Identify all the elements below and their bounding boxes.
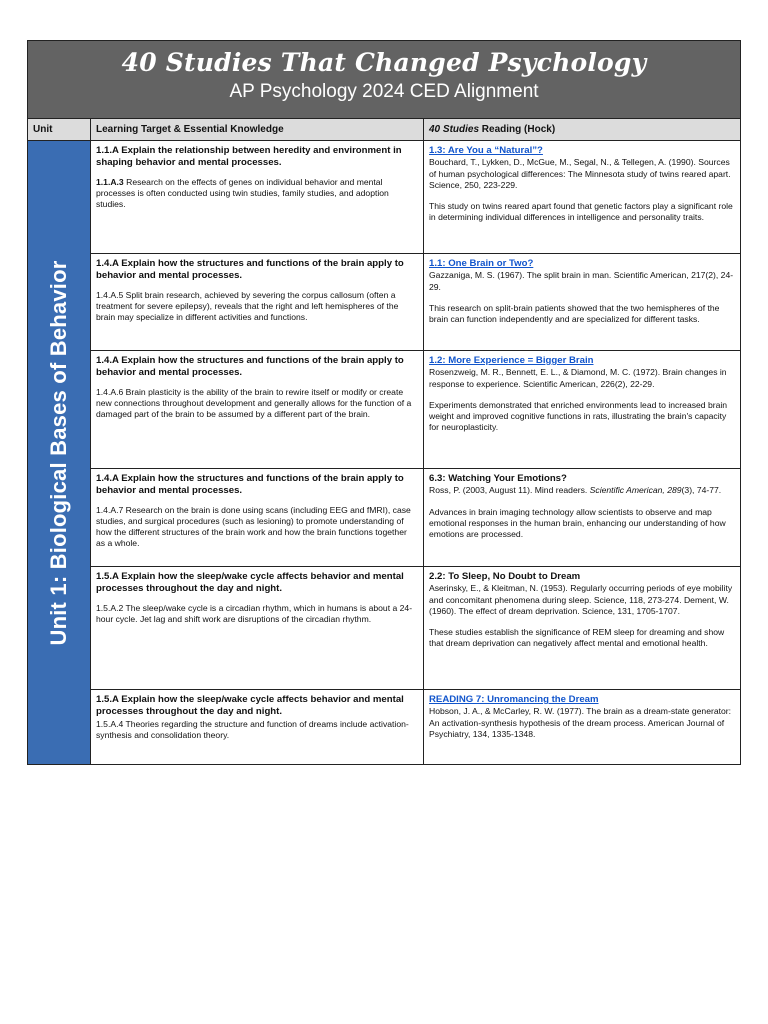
essential-knowledge-text: Research on the effects of genes on individual behavior and mental processes is often conducted using twin studies, family studies, and adoption studies. — [96, 176, 389, 210]
reading-citation: Bouchard, T., Lykken, D., McGue, M., Segal, N., & Tellegen, A. (1990). Sources of human psychological differences: The Minnesota study of twins reared apart. Science, 250, 223-229. — [429, 157, 731, 190]
reading-citation: Aserinsky, E., & Kleitman, N. (1953). Regularly occurring periods of eye mobility and concomitant phenomena during sleep. Science, 118, 273-274. Dement, W. (1960). The effect of dream deprivation. Science, 131, 1705-1707. — [429, 583, 733, 616]
alignment-table — [27, 40, 741, 765]
unit-cell — [28, 141, 91, 764]
reading-summary: This research on split-brain patients showed that the two hemispheres of the brain can function independently and are specialized for different tasks. — [429, 302, 720, 325]
reading-cell — [424, 351, 740, 468]
table-row — [91, 690, 740, 764]
essential-knowledge-code: 1.1.A.3 — [96, 176, 124, 187]
reading-cell — [424, 690, 740, 764]
target-cell — [91, 254, 424, 350]
column-header-unit: Unit — [28, 119, 91, 140]
target-cell — [91, 351, 424, 468]
reading-cell — [424, 567, 740, 689]
table-row — [91, 141, 740, 254]
reading-citation: Rosenzweig, M. R., Bennett, E. L., & Diamond, M. C. (1972). Brain changes in response to experience. Scientific American, 226(2), 22-29. — [429, 367, 727, 389]
reading-link[interactable]: READING 7: Unromancing the Dream — [429, 694, 599, 705]
target-cell — [91, 567, 424, 689]
reading-summary: Experiments demonstrated that enriched environments lead to increased brain weight and improved cognitive functions in rats, illustrating the brain's capacity for neuroplasticity. — [429, 399, 728, 433]
reading-title: 2.2: To Sleep, No Doubt to Dream — [429, 571, 581, 582]
reading-citation: Hobson, J. A., & McCarley, R. W. (1977). The brain as a dream-state generator: An activation-synthesis hypothesis of the dream process. American Journal of Psychiatry, 134, 1335-1348. — [429, 706, 732, 739]
reading-citation: Gazzaniga, M. S. (1967). The split brain in man. Scientific American, 217(2), 24-29. — [429, 270, 734, 292]
table-body — [28, 141, 740, 764]
essential-knowledge: 1.4.A.7 Research on the brain is done using scans (including EEG and fMRI), case studies, and surgical procedures (such as lesioning) to promote understanding of how the different structures of the brain work and how the brain functions together as a whole. — [96, 504, 411, 549]
essential-knowledge: 1.4.A.5 Split brain research, achieved by severing the corpus callosum (often a treatment for severe epilepsy), reveals that the right and left hemispheres of the brain may specialize in different activities and functions. — [96, 289, 399, 323]
citation-issue: (3), 74-77. — [681, 485, 722, 496]
reading-cell — [424, 469, 740, 566]
page-subtitle: AP Psychology 2024 CED Alignment — [229, 81, 539, 102]
target-cell — [91, 141, 424, 253]
essential-knowledge: 1.5.A.4 Theories regarding the structure and function of dreams include activation-synthesis and consolidation theory. — [96, 718, 409, 741]
column-header-reading-italic: 40 Studies — [429, 124, 480, 135]
table-rows — [91, 141, 740, 764]
reading-summary: Advances in brain imaging technology allow scientists to observe and map emotional responses in the human brain, enhancing our understanding of how emotions are processed. — [429, 506, 726, 540]
column-header-target: Learning Target & Essential Knowledge — [91, 119, 424, 140]
learning-target: 1.5.A Explain how the sleep/wake cycle affects behavior and mental processes throughout the day and night. — [96, 571, 404, 595]
reading-summary: This study on twins reared apart found that genetic factors play a significant role in determining individual differences in intelligence and personality traits. — [429, 201, 733, 223]
learning-target: 1.5.A Explain how the sleep/wake cycle affects behavior and mental processes throughout the day and night. — [96, 694, 404, 718]
citation-journal: Scientific American, 289 — [589, 485, 682, 496]
reading-link[interactable]: 1.1: One Brain or Two? — [429, 258, 534, 269]
target-cell — [91, 469, 424, 566]
table-row — [91, 469, 740, 567]
reading-link[interactable]: 1.3: Are You a “Natural”? — [429, 145, 543, 156]
essential-knowledge: 1.4.A.6 Brain plasticity is the ability of the brain to rewire itself or modify or create new connections throughout development and generally allows for the function of a damaged part of the brain to be assumed by a different part of the brain. — [96, 386, 412, 420]
reading-title: 6.3: Watching Your Emotions? — [429, 473, 567, 484]
table-row — [91, 254, 740, 351]
column-header-row — [28, 119, 740, 141]
reading-link[interactable]: 1.2: More Experience = Bigger Brain — [429, 355, 594, 366]
learning-target: 1.4.A Explain how the structures and functions of the brain apply to behavior and mental processes. — [96, 355, 404, 379]
essential-knowledge — [96, 177, 418, 211]
target-cell — [91, 690, 424, 764]
page-title: 40 Studies That Changed Psychology — [121, 48, 647, 77]
learning-target: 1.4.A Explain how the structures and functions of the brain apply to behavior and mental processes. — [96, 473, 404, 497]
reading-summary: These studies establish the significance of REM sleep for dreaming and show that dream deprivation can negatively affect mental and emotional health. — [429, 627, 725, 649]
column-header-reading — [424, 119, 740, 140]
citation-text: Ross, P. (2003, August 11). Mind readers. — [429, 485, 590, 496]
title-banner — [28, 41, 740, 119]
essential-knowledge: 1.5.A.2 The sleep/wake cycle is a circadian rhythm, which in humans is about a 24-hour cycle. Jet lag and shift work are disruptions of the circadian rhythm. — [96, 602, 413, 625]
learning-target: 1.1.A Explain the relationship between heredity and environment in shaping behavior and mental processes. — [96, 145, 402, 169]
column-header-reading-rest: Reading (Hock) — [479, 124, 556, 135]
table-row — [91, 567, 740, 690]
table-row — [91, 351, 740, 469]
learning-target: 1.4.A Explain how the structures and functions of the brain apply to behavior and mental processes. — [96, 258, 404, 282]
reading-cell — [424, 254, 740, 350]
reading-citation — [429, 485, 735, 496]
reading-cell — [424, 141, 740, 253]
unit-label: Unit 1: Biological Bases of Behavior — [46, 260, 71, 645]
